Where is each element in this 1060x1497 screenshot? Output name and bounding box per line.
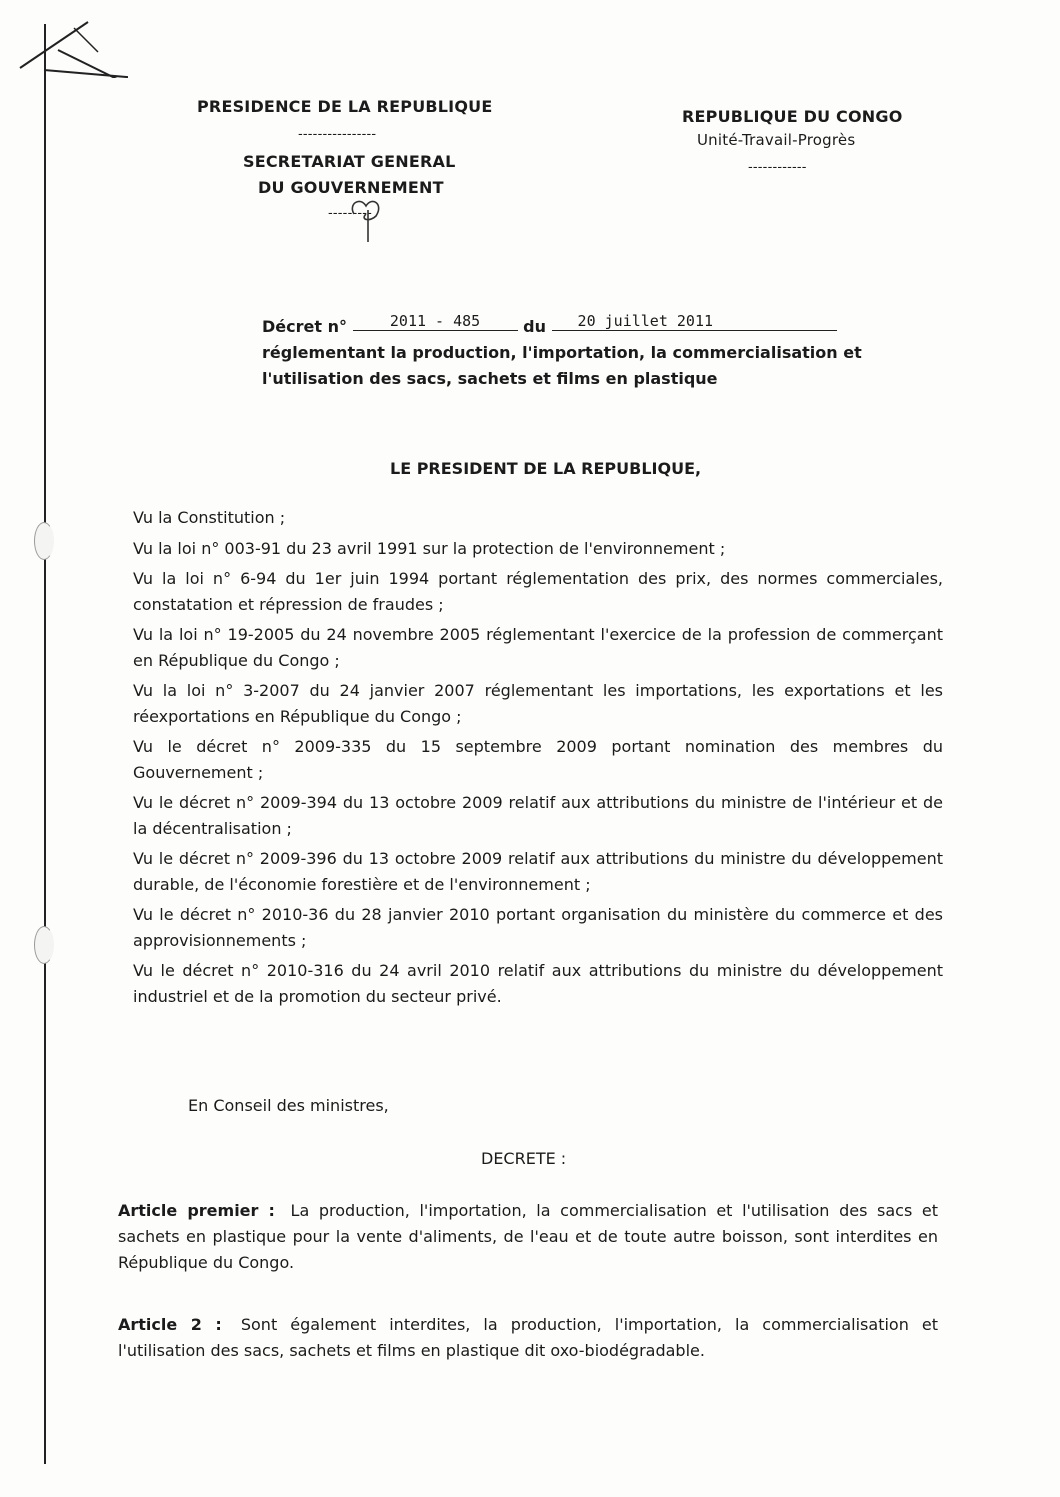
- article-label: Article 2 :: [118, 1315, 222, 1334]
- punch-hole-bottom: [34, 926, 54, 964]
- decree-title: [262, 314, 922, 392]
- header-separator-right: ------------: [748, 160, 807, 175]
- article-label: Article premier :: [118, 1201, 275, 1220]
- punch-hole-top: [34, 522, 54, 560]
- visa-item: Vu la loi n° 6-94 du 1er juin 1994 portant réglementation des prix, des normes commerciales, constatation et répression de fraudes ;: [133, 569, 943, 614]
- visa-item: Vu le décret n° 2009-394 du 13 octobre 2009 relatif aux attributions du ministre de l'intérieur et de la décentralisation ;: [133, 793, 943, 838]
- header-separator: ----------------: [298, 127, 377, 142]
- visa-item: Vu le décret n° 2010-316 du 24 avril 2010 relatif aux attributions du ministre du développement industriel et de la promotion du secteur privé.: [133, 961, 943, 1006]
- handwritten-initials: [346, 192, 386, 244]
- decree-subject: réglementant la production, l'importation, la commercialisation et l'utilisation des sacs, sachets et films en plastique: [262, 343, 862, 388]
- decrete-heading: DECRETE :: [481, 1149, 567, 1168]
- conseil-line: En Conseil des ministres,: [188, 1096, 389, 1115]
- scan-corner-mark: [18, 8, 128, 78]
- binding-margin-line: [44, 24, 46, 1464]
- header-gouvernement: DU GOUVERNEMENT: [258, 178, 444, 197]
- article-2: [118, 1312, 938, 1364]
- article-1: [118, 1198, 938, 1276]
- header-presidence: PRESIDENCE DE LA REPUBLIQUE: [197, 97, 493, 116]
- president-heading: LE PRESIDENT DE LA REPUBLIQUE,: [390, 459, 702, 478]
- visa-item: Vu la Constitution ;: [133, 508, 286, 527]
- header-motto: Unité-Travail-Progrès: [697, 131, 856, 149]
- visa-item: Vu la loi n° 19-2005 du 24 novembre 2005 réglementant l'exercice de la profession de commerçant en République du Congo ;: [133, 625, 943, 670]
- visa-item: Vu le décret n° 2010-36 du 28 janvier 2010 portant organisation du ministère du commerce et des approvisionnements ;: [133, 905, 943, 950]
- header-secretariat: SECRETARIAT GENERAL: [243, 152, 456, 171]
- visa-item: Vu la loi n° 003-91 du 23 avril 1991 sur la protection de l'environnement ;: [133, 538, 726, 558]
- decree-prefix: Décret n°: [262, 317, 347, 336]
- article-text: La production, l'importation, la commercialisation et l'utilisation des sacs et sachets en plastique pour la vente d'aliments, de l'eau et de toute autre boisson, sont interdites en République du Congo.: [118, 1201, 939, 1272]
- header-republique: REPUBLIQUE DU CONGO: [682, 107, 903, 126]
- visa-item: Vu le décret n° 2009-396 du 13 octobre 2009 relatif aux attributions du ministre du développement durable, de l'économie forestière et de l'environnement ;: [133, 849, 943, 894]
- decree-date: 20 juillet 2011: [552, 312, 837, 331]
- decree-du: du: [523, 317, 546, 336]
- visas-list: [133, 505, 943, 1014]
- visa-item: Vu le décret n° 2009-335 du 15 septembre 2009 portant nomination des membres du Gouvernement ;: [133, 737, 943, 782]
- visa-item: Vu la loi n° 3-2007 du 24 janvier 2007 réglementant les importations, les exportations et les réexportations en République du Congo ;: [133, 681, 943, 726]
- header-separator-2: ---------: [328, 206, 373, 221]
- article-text: Sont également interdites, la production, l'importation, la commercialisation et l'utilisation des sacs, sachets et films en plastique dit oxo-biodégradable.: [118, 1315, 938, 1360]
- decree-number: 2011 - 485: [353, 312, 518, 331]
